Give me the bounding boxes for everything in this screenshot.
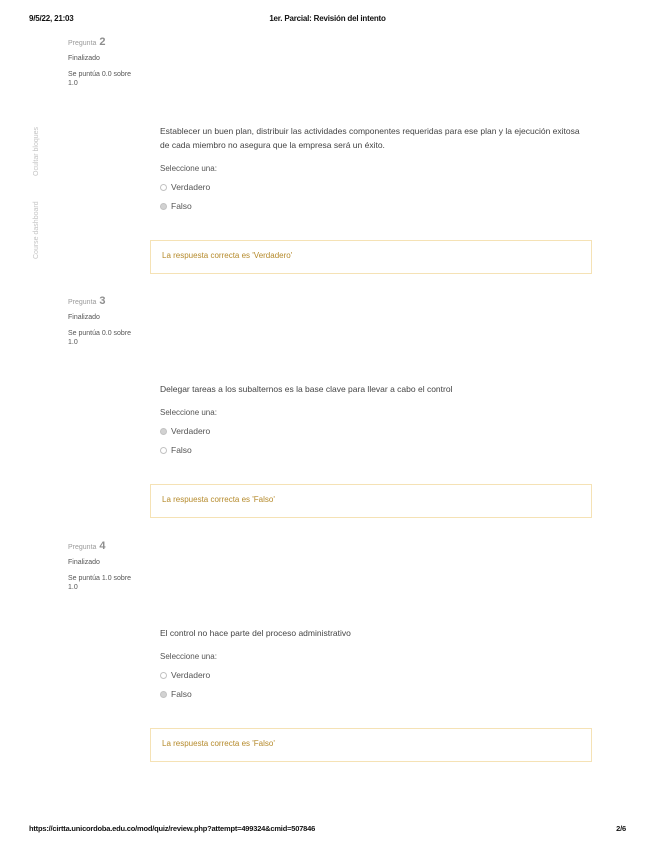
answer-prompt: Seleccione una: [160,164,217,173]
answer-prompt: Seleccione una: [160,408,217,417]
radio-checked-icon[interactable] [160,428,167,435]
correct-answer-feedback: La respuesta correcta es 'Verdadero' [150,240,592,274]
question-content-2 [160,124,590,211]
question-content-4 [160,626,590,699]
question-number: Pregunta 3 [68,295,106,307]
hide-blocks-link[interactable]: Ocultar bloques [33,126,40,176]
option-verdadero[interactable]: Verdadero [160,182,590,192]
answer-prompt: Seleccione una: [160,652,217,661]
correct-answer-feedback: La respuesta correcta es 'Falso' [150,728,592,762]
question-state: Finalizado [68,559,100,566]
radio-icon[interactable] [160,184,167,191]
question-text: Establecer un buen plan, distribuir las actividades componentes requeridas para ese plan y la ejecución exitosa de cada miembro no asegura que la empresa será un éxito. [160,126,580,150]
question-content-3 [160,382,590,455]
option-verdadero[interactable]: Verdadero [160,670,590,680]
option-verdadero[interactable]: Verdadero [160,426,590,436]
question-number: Pregunta 2 [68,36,106,48]
radio-icon[interactable] [160,447,167,454]
option-falso[interactable]: Falso [160,445,590,455]
question-grade: Se puntúa 0.0 sobre 1.0 [68,71,132,87]
question-info-3 [68,295,140,347]
question-text: El control no hace parte del proceso administrativo [160,628,351,638]
question-text: Delegar tareas a los subalternos es la base clave para llevar a cabo el control [160,384,453,394]
question-grade: Se puntúa 1.0 sobre 1.0 [68,575,132,591]
radio-icon[interactable] [160,672,167,679]
question-grade: Se puntúa 0.0 sobre 1.0 [68,330,132,346]
radio-checked-icon[interactable] [160,203,167,210]
page-url: https://cirtta.unicordoba.edu.co/mod/quiz/review.php?attempt=499324&cmid=507846 [29,824,316,833]
question-state: Finalizado [68,314,100,321]
question-state: Finalizado [68,55,100,62]
course-dashboard-link[interactable]: Course dashboard [33,201,40,259]
side-links [30,100,44,270]
correct-answer-feedback: La respuesta correcta es 'Falso' [150,484,592,518]
question-info-4 [68,540,140,592]
question-number: Pregunta 4 [68,540,106,552]
question-info-2 [68,36,140,88]
print-date: 9/5/22, 21:03 [29,14,74,23]
radio-checked-icon[interactable] [160,691,167,698]
page-title: 1er. Parcial: Revisión del intento [269,14,386,23]
option-falso[interactable]: Falso [160,689,590,699]
page-number: 2/6 [616,824,626,833]
option-falso[interactable]: Falso [160,201,590,211]
